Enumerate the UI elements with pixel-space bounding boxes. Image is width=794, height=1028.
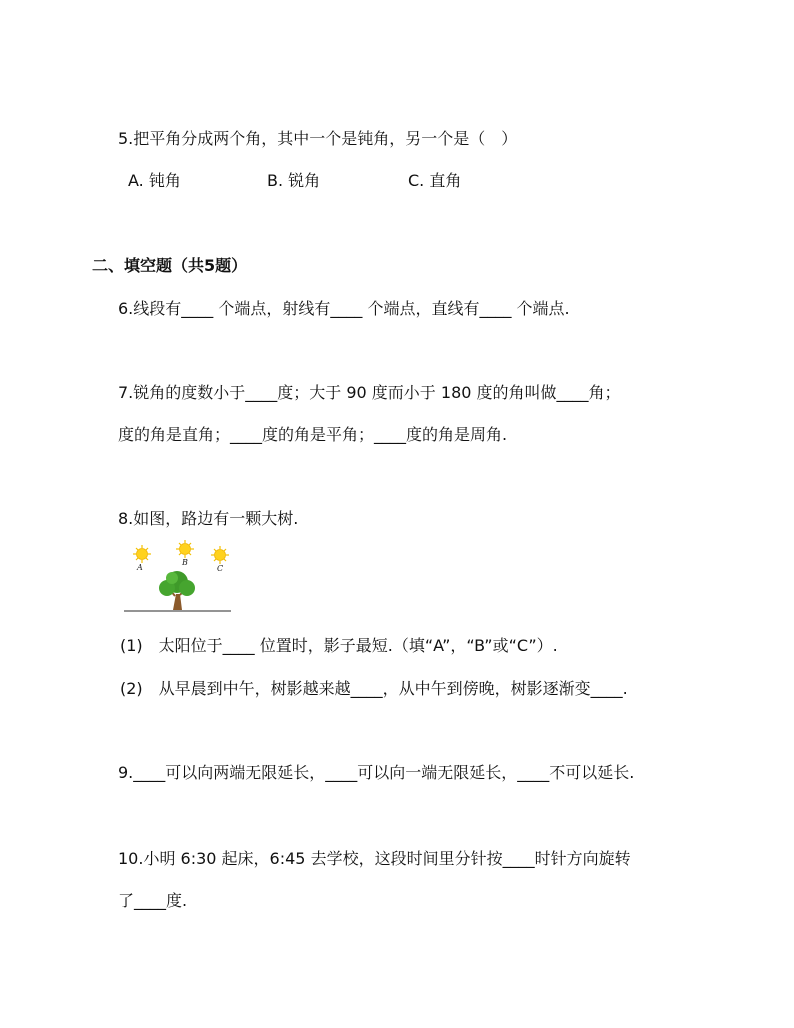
section-heading: 二、填空题（共5题） [92, 256, 248, 275]
q7-line1: 7.锐角的度数小于____度；大于 90 度而小于 180 度的角叫做____角； [118, 383, 621, 402]
q6-text: 6.线段有____ 个端点，射线有____ 个端点，直线有____ 个端点. [118, 299, 570, 318]
label-c: C [217, 564, 224, 573]
sun-b-icon [176, 540, 194, 558]
q5-option-a: A. 钝角 [128, 171, 181, 190]
q5-text: 5.把平角分成两个角，其中一个是钝角，另一个是（ ） [118, 129, 518, 148]
q7-line2: 度的角是直角；____度的角是平角；____度的角是周角. [118, 425, 508, 444]
sun-a-icon [133, 545, 151, 563]
q9-text: 9.____可以向两端无限延长，____可以向一端无限延长，____不可以延长. [118, 763, 635, 782]
tree-sun-figure [120, 540, 235, 616]
tree-icon [159, 571, 195, 610]
q10-line1: 10.小明 6:30 起床，6:45 去学校，这段时间里分针按____时针方向旋转 [118, 849, 631, 868]
label-b: B [182, 558, 188, 567]
q10-line2: 了____度. [118, 891, 188, 910]
q5-option-b: B. 锐角 [267, 171, 321, 190]
label-a: A [137, 563, 143, 572]
q8-sub2: (2) 从早晨到中午，树影越来越____，从中午到傍晚，树影逐渐变____. [120, 679, 628, 698]
q5-option-c: C. 直角 [408, 171, 462, 190]
q8-sub1: (1) 太阳位于____ 位置时，影子最短.（填“A”，“B”或“C”）. [120, 636, 558, 655]
q8-text: 8.如图，路边有一颗大树. [118, 509, 299, 528]
sun-c-icon [211, 546, 229, 564]
